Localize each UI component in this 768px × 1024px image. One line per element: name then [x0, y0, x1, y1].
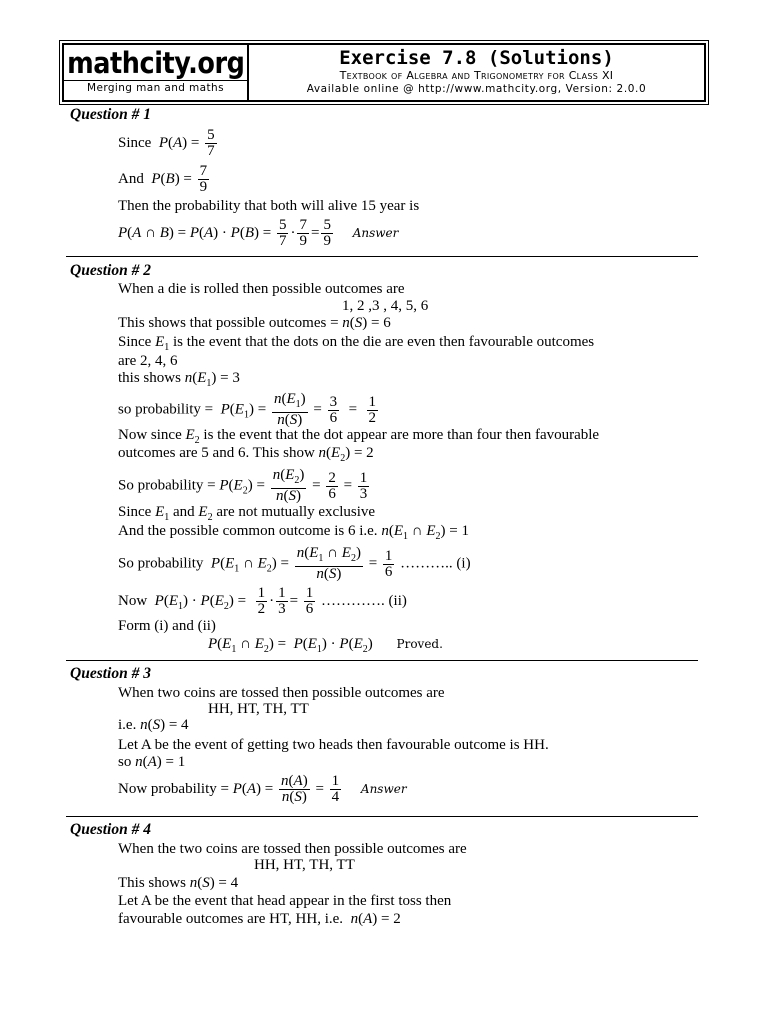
q2-product: Now $P(E_1) \cdot P(E_2)$ = $\frac{1}{2}$ · $\frac{1}{3}$ = $\frac{1}{6}$ …………. (ii): [118, 585, 407, 617]
question-1-heading: Question # 1: [70, 106, 151, 123]
q2-line-15: Form (i) and (ii): [118, 618, 216, 634]
q4-line-4: Let A be the event that head appear in the first toss then: [118, 893, 452, 909]
book-subtitle: Textbook of Algebra and Trigonometry for Class XI: [339, 69, 614, 82]
divider: [66, 660, 698, 661]
q2-line-3: This shows that possible outcomes = n(S) = 6: [118, 315, 391, 331]
tagline: Merging man and maths: [64, 80, 247, 94]
brand-logo: mathcity.org: [66, 46, 245, 80]
question-4-heading: Question # 4: [70, 821, 151, 838]
question-2-heading: Question # 2: [70, 262, 151, 279]
q2-conclusion: $P(E_1$ ∩ $E_2) = P(E_1) \cdot P(E_2)$ Proved.: [208, 636, 443, 655]
q1-answer-label: Answer: [352, 225, 399, 240]
q4-line-1: When the two coins are tossed then possible outcomes are: [118, 841, 467, 857]
q1-line-1: Since P(A) = $\frac{5}{7}$: [118, 127, 215, 159]
q4-outcomes: HH, HT, TH, TT: [254, 857, 355, 873]
q4-line-5: favourable outcomes are HT, HH, i.e. n(A) = 2: [118, 911, 401, 927]
q1-line-2: And P(B) = $\frac{7}{9}$: [118, 163, 208, 195]
q1-line-3: Then the probability that both will alive 15 year is: [118, 198, 420, 214]
q2-line-5: are 2, 4, 6: [118, 353, 178, 369]
availability-line: Available online @ http://www.mathcity.org, Version: 2.0.0: [306, 83, 647, 95]
divider: [66, 816, 698, 817]
q2-line-8: Now since $E_2$ is the event that the dot appear are more than four then favourable: [118, 427, 600, 446]
brand-block: [64, 45, 249, 100]
q2-line-12: And the possible common outcome is 6 i.e. $n(E_1$ ∩ $E_2) = 1$: [118, 523, 469, 542]
q2-line-11: Since $E_1$ and $E_2$ are not mutually exclusive: [118, 504, 376, 523]
title-block: [249, 45, 704, 100]
q3-line-1: When two coins are tossed then possible outcomes are: [118, 685, 445, 701]
q2-line-1: When a die is rolled then possible outcomes are: [118, 281, 405, 297]
q3-line-3: i.e. n(S) = 4: [118, 717, 189, 733]
proved-label: Proved.: [396, 637, 443, 651]
question-3-heading: Question # 3: [70, 665, 151, 682]
q2-line-9: outcomes are 5 and 6. This show $n(E_2) = 2$: [118, 445, 374, 464]
exercise-title: Exercise 7.8 (Solutions): [339, 47, 614, 69]
q3-line-4: Let A be the event of getting two heads then favourable outcome is HH.: [118, 737, 549, 753]
q2-outcomes: 1, 2 ,3 , 4, 5, 6: [342, 298, 429, 314]
q3-answer-label: Answer: [360, 781, 407, 796]
q3-prob: Now probability = P(A) = $\frac{n(A)}{n(S)}$ = $\frac{1}{4}$ Answer: [118, 773, 407, 805]
divider: [66, 256, 698, 257]
q2-prob-e2: So probability = $P(E_2)$ = $\frac{n(E_2)}{n(S)}$ = $\frac{2}{6}$ = $\frac{1}{3}$: [118, 467, 368, 504]
q2-prob-intersection: So probability $P(E_1$ ∩ $E_2$) = $\frac{n(E_1 \cap E_2)}{n(S)}$ = $\frac{1}{6}$ ……….. (i): [118, 545, 471, 582]
header-box: [62, 43, 706, 102]
q2-line-4: Since $E_1$ is the event that the dots on the die are even then favourable outcomes: [118, 334, 595, 353]
q3-line-5: so n(A) = 1: [118, 754, 186, 770]
q4-line-3: This shows n(S) = 4: [118, 875, 239, 891]
q3-outcomes: HH, HT, TH, TT: [208, 701, 309, 717]
q2-line-6: this shows $n(E_1) = 3$: [118, 370, 240, 389]
q2-prob-e1: so probability = $P(E_1)$ = $\frac{n(E_1)}{n(S)}$ = $\frac{3}{6}$ = $\frac{1}{2}$: [118, 391, 377, 428]
q1-formula: P(A ∩ B) = P(A) · P(B) = $\frac{5}{7}$ · $\frac{7}{9}$ = $\frac{5}{9}$ Answer: [118, 217, 399, 249]
